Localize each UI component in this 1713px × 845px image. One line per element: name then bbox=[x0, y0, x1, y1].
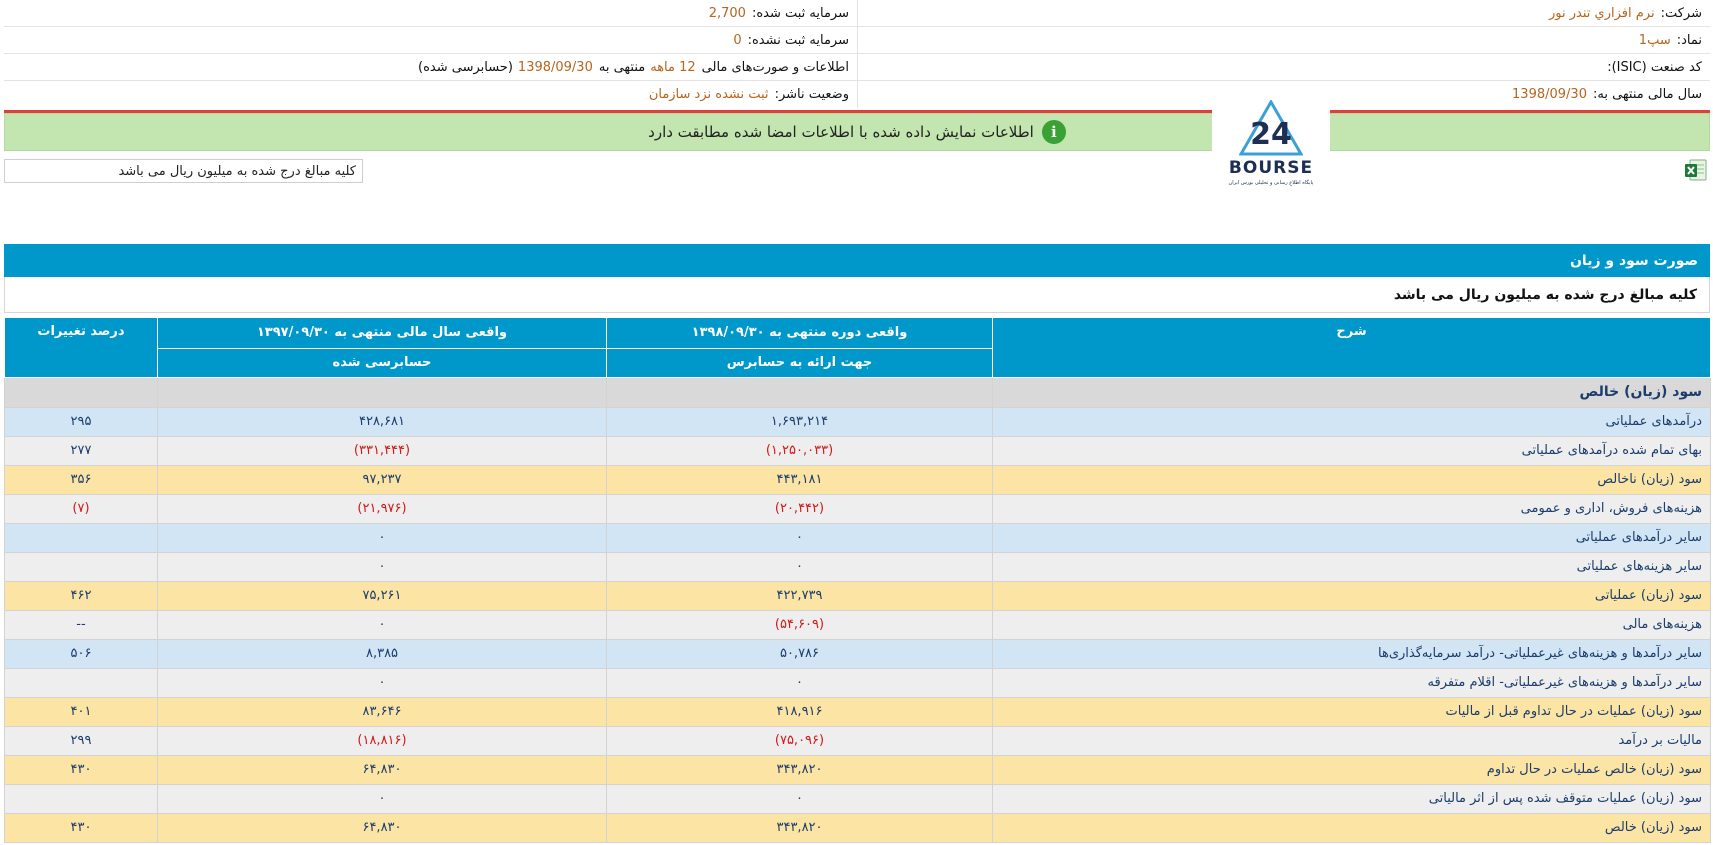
row-period-value: (۱,۲۵۰,۰۳۳) bbox=[607, 436, 993, 465]
row-year-value: ۰ bbox=[158, 523, 607, 552]
row-desc: مالیات بر درآمد bbox=[993, 726, 1711, 755]
row-period-value: ۰ bbox=[607, 523, 993, 552]
unregistered-capital-cell bbox=[4, 27, 857, 53]
registered-capital-value: 2,700 bbox=[708, 5, 746, 21]
row-desc: سود (زیان) عملیات متوقف شده پس از اثر مالیاتی bbox=[993, 784, 1711, 813]
row-year-value: ۴۲۸,۶۸۱ bbox=[158, 407, 607, 436]
row-year-value: ۶۴,۸۳۰ bbox=[158, 813, 607, 842]
bourse24-emblem-icon bbox=[1239, 100, 1303, 156]
row-desc: سود (زیان) عملیات در حال تداوم قبل از مالیات bbox=[993, 697, 1711, 726]
row-change-value: ۴۶۲ bbox=[5, 581, 158, 610]
row-period-value: (۲۰,۴۴۲) bbox=[607, 494, 993, 523]
bourse24-logo[interactable] bbox=[1212, 86, 1330, 194]
row-change-value: ۴۳۰ bbox=[5, 813, 158, 842]
logo-word: BOURSE bbox=[1228, 158, 1314, 178]
row-desc: سایر درآمدها و هزینه‌های غیرعملیاتی- اقلام متفرقه bbox=[993, 668, 1711, 697]
logo-subtitle: پایگاه اطلاع رسانی و تحلیلی بورس ایران bbox=[1228, 180, 1314, 186]
row-change-value: ۵۰۶ bbox=[5, 639, 158, 668]
row-period-value: ۵۰,۷۸۶ bbox=[607, 639, 993, 668]
company-info-panel bbox=[4, 0, 1710, 110]
row-year-value: ۸,۳۸۵ bbox=[158, 639, 607, 668]
isic-cell bbox=[857, 54, 1710, 80]
income-statement-table bbox=[4, 318, 1711, 843]
table-row bbox=[5, 552, 1711, 581]
fiscal-year-value: 1398/09/30 bbox=[1512, 87, 1587, 102]
row-desc: سود (زیان) خالص bbox=[993, 813, 1711, 842]
row-change-value: -- bbox=[5, 610, 158, 639]
statements-status: (حسابرسی شده) bbox=[418, 59, 513, 75]
table-row bbox=[5, 523, 1711, 552]
company-cell bbox=[857, 0, 1710, 26]
row-change-value bbox=[5, 523, 158, 552]
group-title: سود (زیان) خالص bbox=[993, 377, 1711, 407]
row-period-value: ۴۲۲,۷۳۹ bbox=[607, 581, 993, 610]
row-period-value: ۱,۶۹۳,۲۱۴ bbox=[607, 407, 993, 436]
table-row bbox=[5, 407, 1711, 436]
row-change-value: ۲۹۵ bbox=[5, 407, 158, 436]
fiscal-year-label: سال مالی منتهی به: bbox=[1592, 87, 1702, 102]
header-year: واقعی سال مالی منتهی به ۱۳۹۷/۰۹/۳۰ bbox=[158, 318, 607, 348]
excel-export-icon[interactable] bbox=[1684, 158, 1708, 182]
row-desc: سایر درآمدها و هزینه‌های غیرعملیاتی- درآمد سرمایه‌گذاری‌ها bbox=[993, 639, 1711, 668]
section-subtitle: کلیه مبالغ درج شده به میلیون ریال می باشد bbox=[4, 277, 1710, 313]
row-change-value: (۷) bbox=[5, 494, 158, 523]
table-row bbox=[5, 784, 1711, 813]
isic-label: کد صنعت (ISIC): bbox=[1607, 59, 1702, 75]
info-row-company bbox=[4, 0, 1710, 27]
row-year-value: ۰ bbox=[158, 784, 607, 813]
statements-prefix: اطلاعات و صورت‌های مالی bbox=[701, 59, 849, 75]
table-row bbox=[5, 726, 1711, 755]
registered-capital-label: سرمایه ثبت شده: bbox=[751, 5, 849, 21]
row-change-value: ۲۷۷ bbox=[5, 436, 158, 465]
unregistered-capital-label: سرمایه ثبت نشده: bbox=[747, 32, 849, 48]
header-period-sub: جهت ارائه به حسابرس bbox=[607, 348, 993, 377]
company-value: نرم افزاري تندر نور bbox=[1549, 5, 1655, 21]
row-desc: سود (زیان) عملیاتی bbox=[993, 581, 1711, 610]
symbol-label: نماد: bbox=[1676, 32, 1702, 48]
table-row bbox=[5, 668, 1711, 697]
table-row bbox=[5, 639, 1711, 668]
row-desc: سود (زیان) ناخالص bbox=[993, 465, 1711, 494]
logo-number: 24 bbox=[1250, 117, 1292, 152]
registered-capital-cell bbox=[4, 0, 857, 26]
statements-date: 1398/09/30 bbox=[517, 59, 593, 75]
row-year-value: ۶۴,۸۳۰ bbox=[158, 755, 607, 784]
info-row-fiscal bbox=[4, 81, 1710, 108]
verification-notice bbox=[4, 113, 1710, 151]
statements-cell bbox=[4, 54, 857, 80]
section-title: صورت سود و زیان bbox=[4, 244, 1710, 277]
row-desc: درآمدهای عملیاتی bbox=[993, 407, 1711, 436]
table-row bbox=[5, 465, 1711, 494]
row-desc: سایر درآمدهای عملیاتی bbox=[993, 523, 1711, 552]
row-change-value: ۴۰۱ bbox=[5, 697, 158, 726]
row-desc: سایر هزینه‌های عملیاتی bbox=[993, 552, 1711, 581]
symbol-cell bbox=[857, 27, 1710, 53]
header-change: درصد تغییرات bbox=[5, 318, 158, 377]
unit-note: کلیه مبالغ درج شده به میلیون ریال می باشد bbox=[4, 159, 363, 183]
row-year-value: ۰ bbox=[158, 552, 607, 581]
info-row-symbol bbox=[4, 27, 1710, 54]
row-change-value: ۴۳۰ bbox=[5, 755, 158, 784]
row-change-value: ۳۵۶ bbox=[5, 465, 158, 494]
row-change-value bbox=[5, 552, 158, 581]
header-year-sub: حسابرسی شده bbox=[158, 348, 607, 377]
row-year-value: ۸۳,۶۴۶ bbox=[158, 697, 607, 726]
row-period-value: ۰ bbox=[607, 784, 993, 813]
header-desc: شرح bbox=[993, 318, 1711, 377]
row-year-value: (۱۸,۸۱۶) bbox=[158, 726, 607, 755]
table-header-row bbox=[5, 318, 1711, 348]
publisher-status-value: ثبت نشده نزد سازمان bbox=[648, 87, 769, 102]
table-row bbox=[5, 610, 1711, 639]
info-row-isic bbox=[4, 54, 1710, 81]
row-change-value: ۲۹۹ bbox=[5, 726, 158, 755]
table-body bbox=[5, 377, 1711, 842]
row-year-value: ۹۷,۲۳۷ bbox=[158, 465, 607, 494]
publisher-status-label: وضعیت ناشر: bbox=[774, 87, 849, 102]
row-period-value: ۳۴۳,۸۲۰ bbox=[607, 755, 993, 784]
company-label: شرکت: bbox=[1660, 5, 1702, 21]
row-desc: هزینه‌های فروش، اداری و عمومی bbox=[993, 494, 1711, 523]
row-period-value: (۷۵,۰۹۶) bbox=[607, 726, 993, 755]
symbol-value: سپ1 bbox=[1638, 32, 1671, 48]
notice-text: اطلاعات نمایش داده شده با اطلاعات امضا شده مطابقت دارد bbox=[648, 123, 1034, 141]
row-year-value: ۰ bbox=[158, 668, 607, 697]
row-desc: هزینه‌های مالی bbox=[993, 610, 1711, 639]
row-period-value: ۴۱۸,۹۱۶ bbox=[607, 697, 993, 726]
row-desc: سود (زیان) خالص عملیات در حال تداوم bbox=[993, 755, 1711, 784]
row-year-value: (۲۱,۹۷۶) bbox=[158, 494, 607, 523]
row-year-value: ۷۵,۲۶۱ bbox=[158, 581, 607, 610]
row-year-value: (۳۳۱,۴۴۴) bbox=[158, 436, 607, 465]
table-row bbox=[5, 436, 1711, 465]
unregistered-capital-value: 0 bbox=[733, 32, 742, 48]
row-period-value: ۰ bbox=[607, 552, 993, 581]
row-year-value: ۰ bbox=[158, 610, 607, 639]
header-period: واقعی دوره منتهی به ۱۳۹۸/۰۹/۳۰ bbox=[607, 318, 993, 348]
statements-middle: منتهی به bbox=[598, 59, 646, 75]
table-row bbox=[5, 697, 1711, 726]
table-row bbox=[5, 755, 1711, 784]
info-icon: i bbox=[1042, 120, 1066, 144]
row-period-value: ۳۴۳,۸۲۰ bbox=[607, 813, 993, 842]
row-change-value bbox=[5, 668, 158, 697]
statements-period: 12 ماهه bbox=[650, 59, 696, 75]
row-change-value bbox=[5, 784, 158, 813]
table-row bbox=[5, 494, 1711, 523]
table-row bbox=[5, 813, 1711, 842]
table-row bbox=[5, 581, 1711, 610]
row-period-value: (۵۴,۶۰۹) bbox=[607, 610, 993, 639]
row-desc: بهای تمام شده درآمدهای عملیاتی bbox=[993, 436, 1711, 465]
row-period-value: ۰ bbox=[607, 668, 993, 697]
row-period-value: ۴۴۳,۱۸۱ bbox=[607, 465, 993, 494]
table-group-row bbox=[5, 377, 1711, 407]
publisher-status-cell bbox=[4, 81, 857, 108]
